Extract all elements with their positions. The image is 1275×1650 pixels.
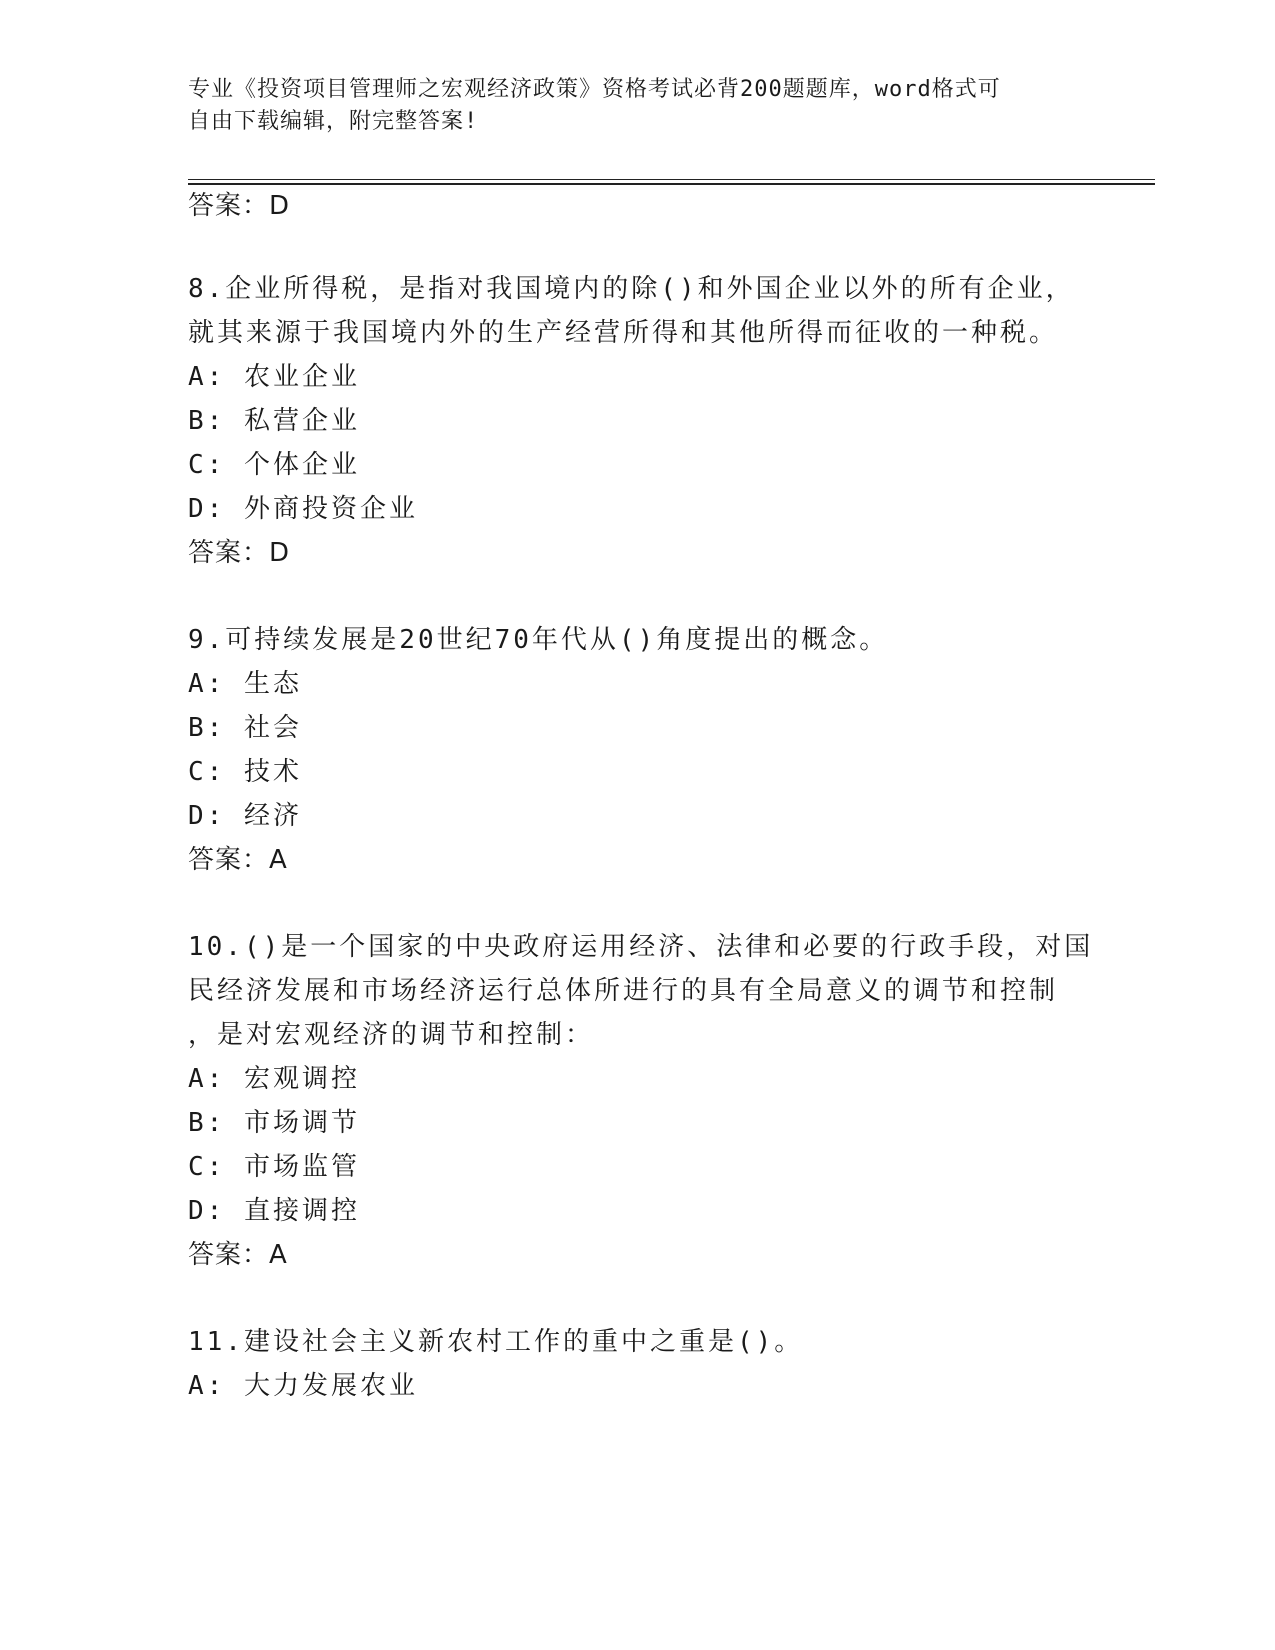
- question-10-line-2: 民经济发展和市场经济运行总体所进行的具有全局意义的调节和控制: [188, 976, 1059, 1006]
- document-header: [188, 74, 1088, 138]
- question-10-option-a: A: 宏观调控: [188, 1064, 360, 1094]
- question-11-line-1: 11.建设社会主义新农村工作的重中之重是()。: [188, 1327, 804, 1357]
- question-10-option-d: D: 直接调控: [188, 1196, 360, 1226]
- question-8-answer: 答案：D: [188, 538, 291, 568]
- question-9-line-1: 9.可持续发展是20世纪70年代从()角度提出的概念。: [188, 625, 889, 655]
- question-8-line-2: 就其来源于我国境内外的生产经营所得和其他所得而征收的一种税。: [188, 318, 1059, 348]
- question-8-option-a: A: 农业企业: [188, 362, 360, 392]
- question-9-option-c: C: 技术: [188, 757, 302, 787]
- question-10-option-b: B: 市场调节: [188, 1108, 360, 1138]
- header-divider-thin: [188, 179, 1155, 180]
- header-divider-thick: [188, 183, 1155, 185]
- question-10-answer: 答案：A: [188, 1240, 288, 1270]
- question-8-option-d: D: 外商投资企业: [188, 494, 418, 524]
- question-8-option-b: B: 私营企业: [188, 406, 360, 436]
- question-9-option-a: A: 生态: [188, 669, 302, 699]
- question-10-option-c: C: 市场监管: [188, 1152, 360, 1182]
- question-10-line-3: ，是对宏观经济的调节和控制：: [188, 1020, 595, 1050]
- question-9-answer: 答案：A: [188, 845, 288, 875]
- question-9-option-d: D: 经济: [188, 801, 302, 831]
- question-9-option-b: B: 社会: [188, 713, 302, 743]
- question-11-option-a: A: 大力发展农业: [188, 1371, 418, 1401]
- answer-prev: 答案：D: [188, 191, 291, 221]
- question-8-option-c: C: 个体企业: [188, 450, 360, 480]
- question-8-line-1: 8.企业所得税，是指对我国境内的除()和外国企业以外的所有企业，: [188, 274, 1075, 304]
- header-line-2: 自由下载编辑，附完整答案!: [188, 109, 479, 134]
- header-line-1: 专业《投资项目管理师之宏观经济政策》资格考试必背200题题库，word格式可: [188, 77, 1001, 102]
- question-10-line-1: 10.()是一个国家的中央政府运用经济、法律和必要的行政手段，对国: [188, 932, 1094, 962]
